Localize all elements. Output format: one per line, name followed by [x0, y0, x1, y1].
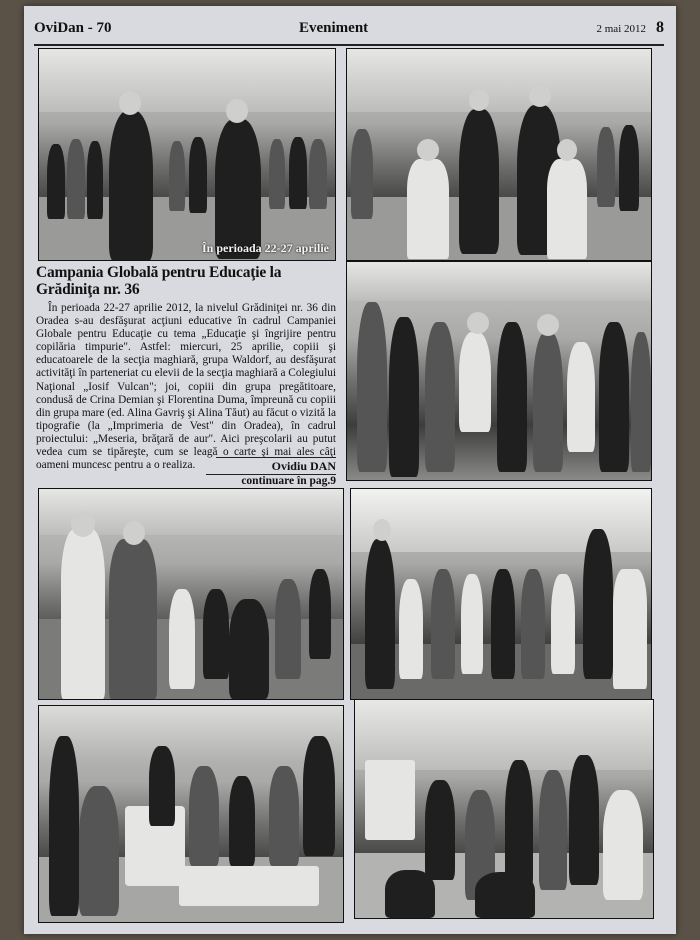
photo-children-outdoors	[350, 488, 652, 700]
photo-officers-children-2	[346, 48, 652, 261]
section-title: Eveniment	[299, 20, 369, 36]
page-number: 8	[656, 19, 664, 36]
photo-printing-workshop	[38, 705, 344, 923]
photo-caption: În perioada 22-27 aprilie	[201, 241, 329, 255]
article-body: În perioada 22-27 aprilie 2012, la nivelul Grădiniţei nr. 36 din Oradea s-au desfăşurat acţiuni educative în cadrul Campaniei Globale pentru Educaţie cu tema „Educaţie şi îngrijire pentru copilăria timpurie". Astfel: miercuri, 25 aprilie, copiii şi educatoarele de la secţia maghiară, grupa Waldorf, au desfăşurat activităţi în parteneriat cu elevii de la secţia maghiară a Colegiului Naţional „Iosif Vulcan"; joi, copiii din grupa pregătitoare, condusă de Crina Demian şi Florentina Duma, împreună cu copiii din grupa mare (ed. Alina Gavriş şi Alina Tăut) au făcut o vizită la tipografie (la „Imprimeria de Vest" din Oradea), în cadrul proiectului: „Meseria, brăţară de aur". Aici preşcolarii au putut vedea cum se tipăreşte, cum se leagă o carte şi mai ales câţi oameni muncesc pentru a o realiza.	[36, 302, 336, 472]
continuation-link[interactable]: continuare în pag.9	[206, 474, 336, 487]
photo-teachers-children	[38, 488, 344, 700]
article-title: Campania Globală pentru Educaţie la Grădiniţa nr. 36	[36, 264, 282, 298]
newspaper-page	[24, 6, 676, 934]
photo-children-group	[346, 261, 652, 481]
publication-name: OviDan - 70	[34, 20, 112, 36]
photo-officers-children	[38, 48, 336, 261]
article-author: Ovidiu DAN	[216, 457, 336, 474]
issue-date: 2 mai 2012	[596, 23, 646, 35]
photo-printing-hall	[354, 699, 654, 919]
article	[36, 264, 336, 487]
page-header	[34, 20, 664, 46]
